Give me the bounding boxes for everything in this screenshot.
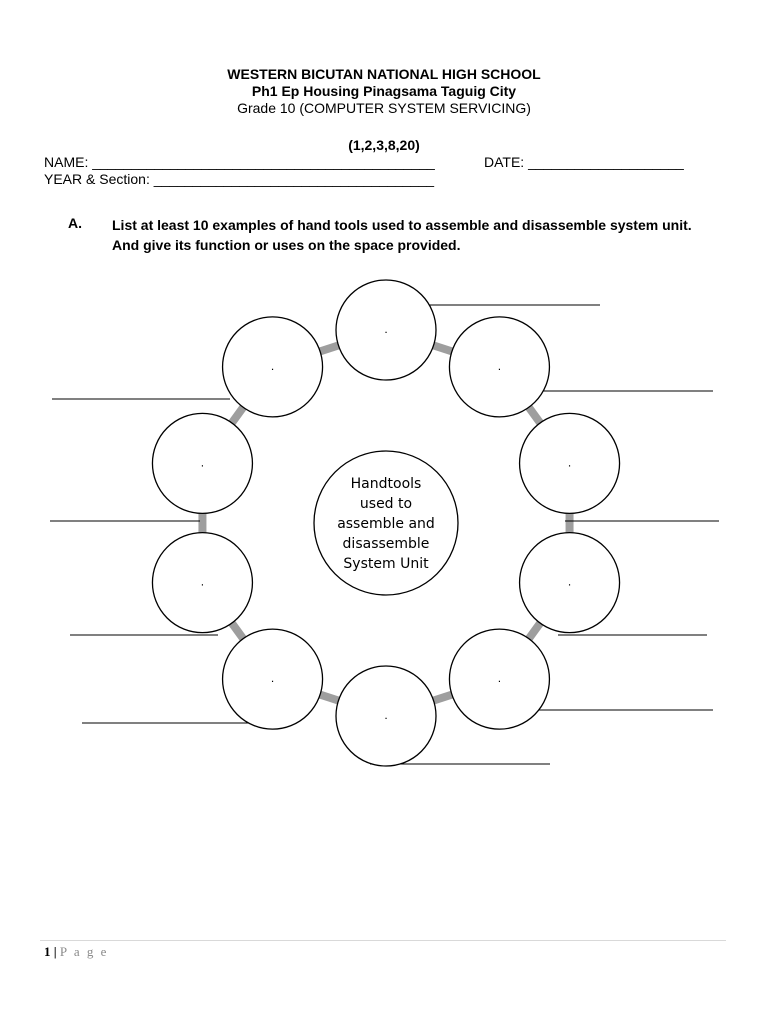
center-label-line: Handtools xyxy=(350,476,422,492)
center-label-line: System Unit xyxy=(343,556,429,572)
tool-circle-mark: . xyxy=(270,358,275,373)
tool-circle-mark: . xyxy=(200,574,205,589)
tool-circle-7[interactable] xyxy=(223,629,323,729)
center-circle xyxy=(314,451,458,595)
tool-circle-8[interactable] xyxy=(152,533,252,633)
tool-circle-mark: . xyxy=(270,671,275,686)
tool-circle-mark: . xyxy=(384,322,388,336)
tool-circle-2[interactable] xyxy=(449,317,549,417)
tool-circle-mark: . xyxy=(497,671,502,686)
tool-circle-10[interactable] xyxy=(223,317,323,417)
tool-circle-9[interactable] xyxy=(152,413,252,513)
page-footer xyxy=(44,944,108,960)
section-codes: (1,2,3,8,20) xyxy=(348,137,420,153)
page-number: 1 xyxy=(44,944,51,959)
tool-circle-1[interactable] xyxy=(336,280,436,380)
tool-circle-6[interactable] xyxy=(336,666,436,766)
tool-circle-mark: . xyxy=(567,574,572,589)
tool-circle-mark: . xyxy=(200,455,205,470)
footer-separator: | xyxy=(53,944,57,959)
tool-circle-4[interactable] xyxy=(520,533,620,633)
center-label-line: disassemble xyxy=(342,536,430,552)
tool-circle-3[interactable] xyxy=(520,413,620,513)
center-label-line: used to xyxy=(359,496,413,512)
svg-text:Handtoolsused toassemble anddi xyxy=(337,476,435,572)
year-section-field[interactable]: YEAR & Section: ____________________________________ xyxy=(44,171,435,187)
page-word: P a g e xyxy=(59,944,109,959)
tool-circle-mark: . xyxy=(567,455,572,470)
school-name: WESTERN BICUTAN NATIONAL HIGH SCHOOL xyxy=(227,66,541,82)
date-field[interactable]: DATE: ____________________ xyxy=(484,154,684,170)
center-label-line: assemble and xyxy=(337,516,435,532)
school-address: Ph1 Ep Housing Pinagsama Taguig City xyxy=(251,83,517,99)
tool-circle-mark: . xyxy=(497,358,502,373)
handtools-diagram xyxy=(0,270,768,790)
footer-divider xyxy=(40,940,726,941)
tool-circle-mark: . xyxy=(384,708,388,722)
grade-subject: Grade 10 (COMPUTER SYSTEM SERVICING) xyxy=(237,100,531,116)
question-letter: A. xyxy=(68,215,82,231)
question-text: List at least 10 examples of hand tools used to assemble and disassemble system unit. And give its function or uses on the space provided. xyxy=(112,217,692,253)
name-field[interactable]: NAME: ____________________________________________ xyxy=(44,154,435,170)
tool-circle-5[interactable] xyxy=(449,629,549,729)
